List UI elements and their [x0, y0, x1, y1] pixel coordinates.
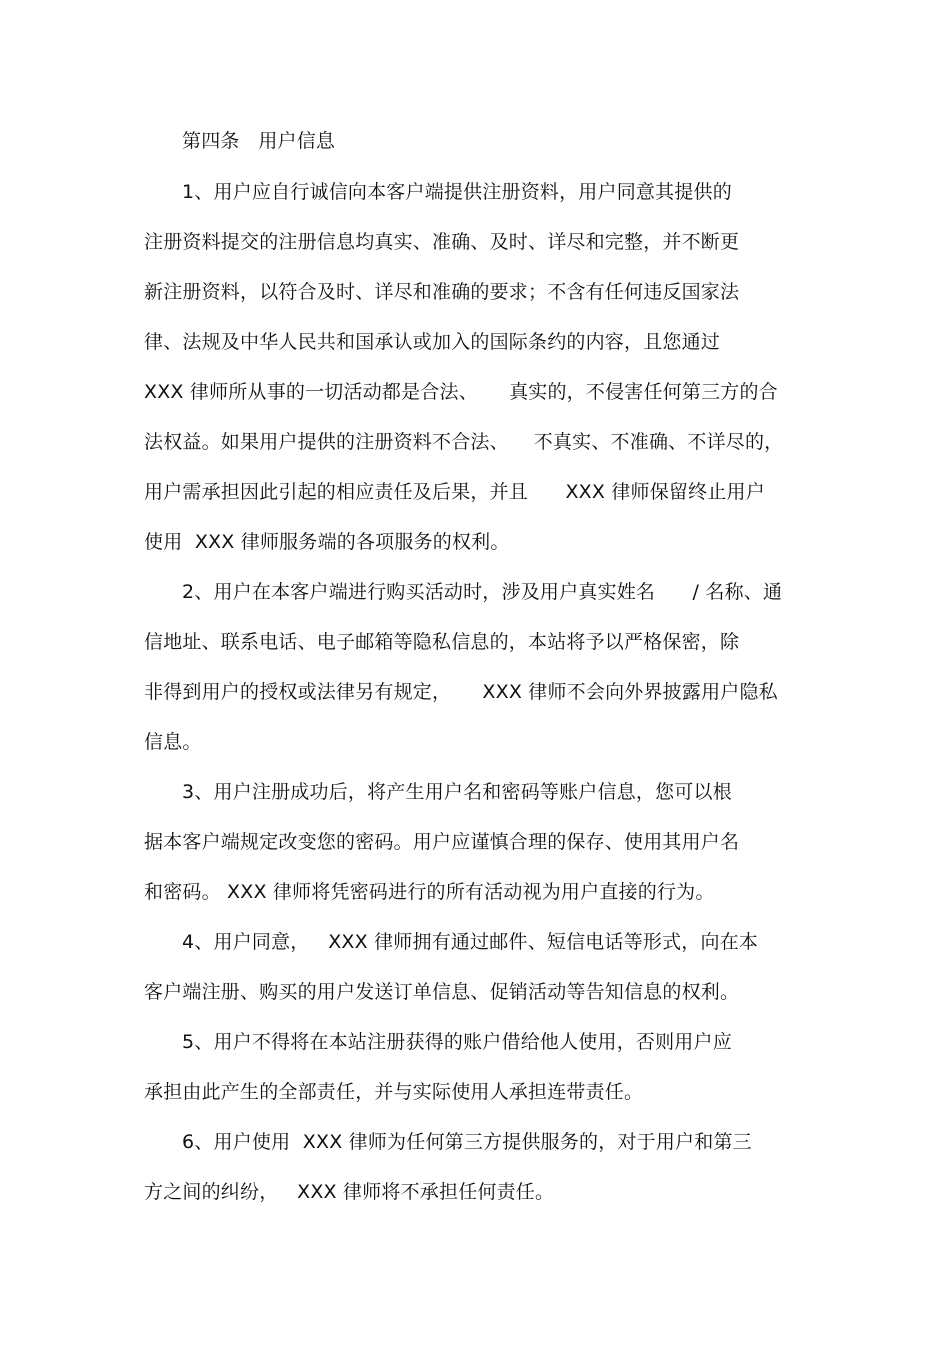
- paragraph-6-line-2: 方之间的纠纷， XXX 律师将不承担任何责任。: [144, 1181, 555, 1203]
- paragraph-4-line-1: 4、用户同意， XXX 律师拥有通过邮件、短信电话等形式，向在本: [182, 931, 759, 953]
- paragraph-5-line-1: 5、用户不得将在本站注册获得的账户借给他人使用，否则用户应: [182, 1031, 732, 1053]
- section-heading: 第四条 用户信息: [182, 130, 336, 152]
- paragraph-1-line-2: 注册资料提交的注册信息均真实、准确、及时、详尽和完整，并不断更: [144, 231, 740, 253]
- paragraph-2-line-4: 信息。: [144, 731, 202, 753]
- paragraph-5-line-2: 承担由此产生的全部责任，并与实际使用人承担连带责任。: [144, 1081, 644, 1103]
- paragraph-2-line-2: 信地址、联系电话、电子邮箱等隐私信息的，本站将予以严格保密，除: [144, 631, 740, 653]
- paragraph-1-line-4: 律、法规及中华人民共和国承认或加入的国际条约的内容，且您通过: [144, 331, 721, 353]
- paragraph-3-line-2: 据本客户端规定改变您的密码。用户应谨慎合理的保存、使用其用户名: [144, 831, 740, 853]
- paragraph-1-line-3: 新注册资料，以符合及时、详尽和准确的要求；不含有任何违反国家法: [144, 281, 740, 303]
- paragraph-1-line-6: 法权益。如果用户提供的注册资料不合法、 不真实、不准确、不详尽的，: [144, 431, 784, 453]
- paragraph-1-line-8: 使用 XXX 律师服务端的各项服务的权利。: [144, 531, 510, 553]
- paragraph-6-line-1: 6、用户使用 XXX 律师为任何第三方提供服务的，对于用户和第三: [182, 1131, 752, 1153]
- paragraph-2-line-1: 2、用户在本客户端进行购买活动时，涉及用户真实姓名 / 名称、通: [182, 581, 783, 603]
- paragraph-3-line-1: 3、用户注册成功后，将产生用户名和密码等账户信息，您可以根: [182, 781, 732, 803]
- paragraph-1-line-5: XXX 律师所从事的一切活动都是合法、 真实的，不侵害任何第三方的合: [144, 381, 778, 403]
- paragraph-1-line-1: 1、用户应自行诚信向本客户端提供注册资料，用户同意其提供的: [182, 181, 732, 203]
- paragraph-1-line-7: 用户需承担因此引起的相应责任及后果，并且 XXX 律师保留终止用户: [144, 481, 765, 503]
- paragraph-2-line-3: 非得到用户的授权或法律另有规定， XXX 律师不会向外界披露用户隐私: [144, 681, 778, 703]
- paragraph-4-line-2: 客户端注册、购买的用户发送订单信息、促销活动等告知信息的权利。: [144, 981, 740, 1003]
- paragraph-3-line-3: 和密码。 XXX 律师将凭密码进行的所有活动视为用户直接的行为。: [144, 881, 715, 903]
